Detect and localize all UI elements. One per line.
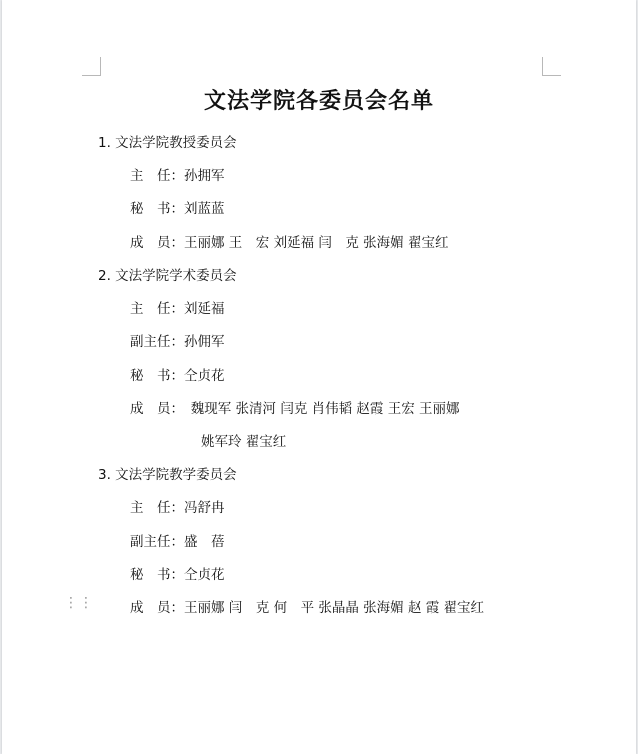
drag-handle-icon[interactable]: ⋮⋮ — [64, 595, 94, 611]
member-row-continuation: 姚军玲 翟宝红 — [201, 434, 287, 450]
member-row: 主 任：刘延福 — [130, 301, 225, 317]
member-row: 成 员：王丽娜 闫 克 何 平 张晶晶 张海媚 赵 霞 翟宝红 — [130, 600, 485, 616]
margin-corner-top-left — [82, 57, 101, 76]
member-row: 主 任：冯舒冉 — [130, 500, 225, 516]
member-row: 副主任：盛 蓓 — [130, 534, 225, 550]
member-row: 主 任：孙拥军 — [130, 168, 225, 184]
member-row: 副主任：孙佣军 — [130, 334, 225, 350]
document-page — [2, 0, 636, 754]
section-heading: 2. 文法学院学术委员会 — [98, 268, 237, 284]
margin-corner-top-right — [542, 57, 561, 76]
document-title: 文法学院各委员会名单 — [203, 88, 434, 114]
member-row: 秘 书：仝贞花 — [130, 567, 225, 583]
section-heading: 3. 文法学院教学委员会 — [98, 467, 237, 483]
member-row: 成 员：王丽娜 王 宏 刘延福 闫 克 张海媚 翟宝红 — [130, 235, 449, 251]
member-row: 成 员： 魏现军 张清河 闫克 肖伟韬 赵霞 王宏 王丽娜 — [130, 401, 460, 417]
member-row: 秘 书：仝贞花 — [130, 368, 225, 384]
member-row: 秘 书：刘蓝蓝 — [130, 201, 225, 217]
section-heading: 1. 文法学院教授委员会 — [98, 135, 237, 151]
